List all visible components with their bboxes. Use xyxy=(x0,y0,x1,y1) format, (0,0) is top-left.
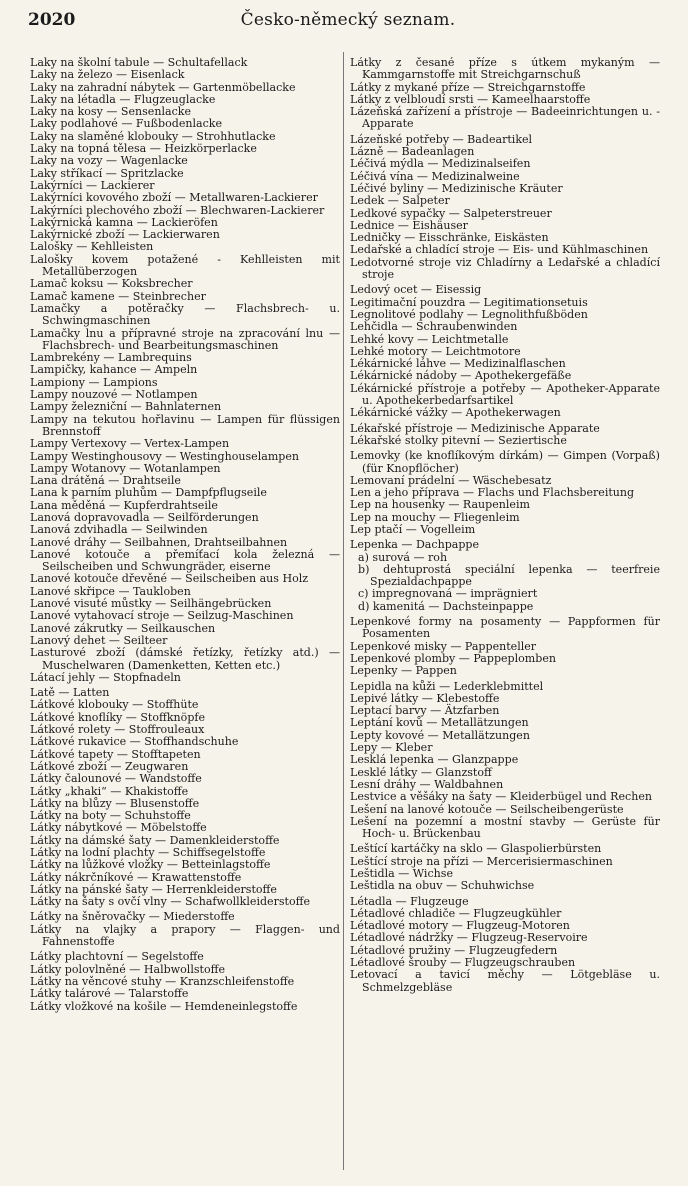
entry: Lanové skřipce — Taukloben xyxy=(30,584,191,598)
entry: Lanová dopravovadla — Seilförderungen xyxy=(30,510,259,524)
entry: Lestvice a věšáky na šaty — Kleiderbügel und Rechen xyxy=(350,790,652,804)
column-divider xyxy=(343,52,344,1170)
entry: Ledotvorné stroje viz Chladírny a Ledařské a chladící stroje xyxy=(350,255,660,282)
entry: Lešení na lanové kotouče — Seilscheibengerüste xyxy=(350,802,624,816)
entry: Látky na pánské šaty — Herrenkleiderstoffe xyxy=(30,882,277,896)
entry: Ledařské a chladící stroje — Eis- und Kühlmaschinen xyxy=(350,243,649,257)
entry: Lakýrníci — Lackierer xyxy=(30,178,155,192)
entry: Lázeňská zařízení a přístroje — Badeeinrichtungen u. -Apparate xyxy=(350,105,660,131)
entry: Lemovaní prádelní — Wäschebesatz xyxy=(350,473,552,487)
entry: Lešení na pozemní a mostní stavby — Gerüste für Hoch- u. Brückenbau xyxy=(350,814,660,841)
page-title: Česko-německý seznam. xyxy=(240,10,456,30)
entry: Leštící kartáčky na sklo — Glaspolierbürsten xyxy=(350,842,602,856)
entry: Lanové zákrutky — Seilkauschen xyxy=(30,621,216,635)
entry: Látkové zboží — Zeugwaren xyxy=(30,759,189,773)
entry: Lehčidla — Schraubenwinden xyxy=(350,320,518,334)
entry: Lanové visuté můstky — Seilhängebrücken xyxy=(30,597,272,611)
entry: Lanový dehet — Seilteer xyxy=(30,633,168,647)
entry: Laky na slaměné klobouky — Strohhutlacke xyxy=(30,129,276,143)
entry: Látkové knoflíky — Stoffknöpfe xyxy=(30,710,206,724)
entry: Lékárnické nádoby — Apothekergefäße xyxy=(350,369,572,383)
entry: Leptání kovů — Metallätzungen xyxy=(350,716,529,730)
entry: Lampy železniční — Bahnlaternen xyxy=(30,400,222,414)
entry: Lanové kotouče a přemíťací kola železná — Seilscheiben und Schwungräder, eiserne xyxy=(30,547,340,574)
entry: Létadlové šrouby — Flugzeugschrauben xyxy=(350,956,576,970)
entry: Lemovky (ke knoflíkovým dírkám) — Gimpen (Vorpaß) (für Knopflöcher) xyxy=(350,449,660,475)
entry: Lamačky a potěračky — Flachsbrech- u. Schwingmaschinen xyxy=(30,301,340,328)
entry: Látky z velbloudí srsti — Kameelhaarstoffe xyxy=(350,92,591,106)
entry: Lékárnické láhve — Medizinalflaschen xyxy=(350,357,566,371)
entry: Lékárnické vážky — Apothekerwagen xyxy=(350,406,561,420)
entry: Lep ptačí — Vogelleim xyxy=(350,522,476,536)
entry: Lehké motory — Leichtmotore xyxy=(350,344,521,358)
entry: Lékařské přístroje — Medizinische Apparate xyxy=(350,421,600,435)
entry: Lalošky kovem potažené - Kehlleisten mit Metallüberzogen xyxy=(30,252,340,279)
entry: Lambrekény — Lambrequins xyxy=(30,351,192,365)
entry: Legnolitové podlahy — Legnolithfußböden xyxy=(350,307,588,321)
entry: Len a jeho příprava — Flachs und Flachsbereitung xyxy=(350,486,635,500)
entry: Ledek — Salpeter xyxy=(350,194,450,208)
entry: Ledkové sypačky — Salpeterstreuer xyxy=(350,206,552,220)
page-number: 2020 xyxy=(28,10,76,30)
entry: Látky vložkové na košile — Hemdeneinlegstoffe xyxy=(30,999,298,1013)
entry: Látky na věncové stuhy — Kranzschleifenstoffe xyxy=(30,974,295,988)
entry: Látací jehly — Stopfnadeln xyxy=(30,670,181,684)
entry: Létadla — Flugzeuge xyxy=(350,894,469,908)
entry: Léčivé byliny — Medizinische Kräuter xyxy=(350,181,563,195)
entry: Látky z česané příze s útkem mykaným — Kammgarnstoffe mit Streichgarnschuß xyxy=(350,57,660,82)
entry: Lepenky — Pappen xyxy=(350,664,457,678)
entry: Laky na kosy — Sensenlacke xyxy=(30,105,191,119)
entry: Látkové klobouky — Stoffhüte xyxy=(30,698,199,712)
entry: Létadlové chladiče — Flugzeugkühler xyxy=(350,906,562,920)
entry: Lepenka — Dachpappe xyxy=(350,538,480,552)
entry: Látky na dámské šaty — Damenkleiderstoffe xyxy=(30,833,280,847)
entry: Lampy Wotanovy — Wotanlampen xyxy=(30,461,221,475)
entry: Látky na šaty s ovčí vlny — Schafwollkleiderstoffe xyxy=(30,895,311,909)
entry-sub: c) impregnovaná — imprägniert xyxy=(358,587,538,601)
entry: Lep na mouchy — Fliegenleim xyxy=(350,510,520,524)
entry: Látky „khaki“ — Khakistoffe xyxy=(30,784,189,798)
entry: Laky na létadla — Flugzeuglacke xyxy=(30,92,216,106)
entry: Lékárnické přístroje a potřeby — Apotheker-Apparate u. Apothekerbedarfsartikel xyxy=(350,381,660,408)
entry: Lesní dráhy — Waldbahnen xyxy=(350,777,504,791)
entry: Lamač koksu — Koksbrecher xyxy=(30,277,193,291)
entry: Létadlové motory — Flugzeug-Motoren xyxy=(350,919,570,933)
entry: Laky na zahradní nábytek — Gartenmöbellacke xyxy=(30,80,296,94)
entry-sub: a) surová — roh xyxy=(358,550,448,564)
entry: Látky talárové — Talarstoffe xyxy=(30,987,189,1001)
entry: Leptací barvy — Ätzfarben xyxy=(350,704,500,718)
entry: Lamač kamene — Steinbrecher xyxy=(30,289,206,303)
entry: Látky čalounové — Wandstoffe xyxy=(30,772,202,786)
entry: Lepenkové formy na posamenty — Pappformen für Posamenten xyxy=(350,615,660,641)
entry: Látky plachtovní — Segelstoffe xyxy=(30,950,204,964)
entry: Látky na šněrovačky — Miederstoffe xyxy=(30,910,235,924)
entry: Lepty kovové — Metallätzungen xyxy=(350,728,530,742)
entry: Lana k parním pluhům — Dampfpflugseile xyxy=(30,486,267,500)
entry: Létadlové pružiny — Flugzeugfedern xyxy=(350,943,558,957)
entry: Lehké kovy — Leichtmetalle xyxy=(350,332,509,346)
entry: Letovací a tavicí měchy — Lötgebläse u. Schmelzgebläse xyxy=(350,968,660,994)
entry: Lanové vytahovací stroje — Seilzug-Maschinen xyxy=(30,609,294,623)
entry: Lep na housenky — Raupenleim xyxy=(350,498,530,512)
entry: Lékařské stolky pitevní — Seziertische xyxy=(350,433,567,447)
entry: Lanová zdvihadla — Seilwinden xyxy=(30,523,208,537)
entry: Laky stříkací — Spritzlacke xyxy=(30,166,184,180)
entry: Leštidla — Wichse xyxy=(350,867,453,880)
entry: Látkové tapety — Stofftapeten xyxy=(30,747,201,761)
entry: Lana měděná — Kupferdrahtseile xyxy=(30,498,218,512)
entry: Lakýrníci plechového zboží — Blechwaren-Lackierer xyxy=(30,203,325,217)
entry: Léčivá mýdla — Medizinalseifen xyxy=(350,157,531,171)
entry: Laky na železo — Eisenlack xyxy=(30,68,185,82)
entry: Lamačky lnu a přípravné stroje na zpracování lnu — Flachsbrech- und Bearbeitungsmaschinen xyxy=(30,326,340,352)
entry: Lázeňské potřeby — Badeartikel xyxy=(350,132,533,146)
entry: Laky na topná tělesa — Heizkörperlacke xyxy=(30,142,257,156)
entry: Lana drátěná — Drahtseile xyxy=(30,474,181,488)
entry: Lakýrnická kamna — Lackieröfen xyxy=(30,215,218,229)
entry: Látkové rukavice — Stoffhandschuhe xyxy=(30,735,239,749)
left-column xyxy=(30,57,340,1177)
entry: Látky nákrčníkové — Krawattenstoffe xyxy=(30,870,242,884)
entry: Lepenkové plomby — Pappeplomben xyxy=(350,651,557,665)
entry-sub: b) dehtuprostá speciální lepenka — teerfreie Spezialdachpappe xyxy=(358,562,660,589)
entry: Látky na boty — Schuhstoffe xyxy=(30,809,191,823)
page-header xyxy=(28,10,668,36)
entry: Laky podlahové — Fußbodenlacke xyxy=(30,117,223,131)
right-column xyxy=(350,57,660,1177)
entry: Lampy nouzové — Notlampen xyxy=(30,388,198,402)
entry: Lesklá lepenka — Glanzpappe xyxy=(350,753,519,767)
entry: Látky nábytkové — Möbelstoffe xyxy=(30,821,207,835)
entry: Látky na lodní plachty — Schiffsegelstoffe xyxy=(30,846,266,859)
entry: Látky na vlajky a prapory — Flaggen- und Fahnenstoffe xyxy=(30,922,340,949)
entry: Ledový ocet — Eisessig xyxy=(350,283,482,297)
entry: Lepy — Kleber xyxy=(350,741,433,755)
entry: Lampiony — Lampions xyxy=(30,375,158,389)
entry: Ledničky — Eisschränke, Eiskästen xyxy=(350,231,549,245)
entry: Lakýrnické zboží — Lackierwaren xyxy=(30,228,220,242)
entry: Lampy Westinghousovy — Westinghouselampen xyxy=(30,449,300,463)
entry: Leštící stroje na přízi — Mercerisiermaschinen xyxy=(350,854,613,868)
entry: Lalošky — Kehlleisten xyxy=(30,240,154,254)
entry: Leštidla na obuv — Schuhwichse xyxy=(350,879,535,893)
entry: Léčivá vína — Medizinalweine xyxy=(350,169,520,183)
entry: Látky z mykané příze — Streichgarnstoffe xyxy=(350,80,586,94)
entry: Lepidla na kůži — Lederklebmittel xyxy=(350,679,544,693)
entry: Létadlové nádržky — Flugzeug-Reservoire xyxy=(350,931,588,945)
entry: Látky polovlněné — Halbwollstoffe xyxy=(30,962,226,976)
entry: Legitimační pouzdra — Legitimationsetuis xyxy=(350,295,588,309)
entry: Laky na vozy — Wagenlacke xyxy=(30,154,188,168)
entry: Lampičky, kahance — Ampeln xyxy=(30,363,198,377)
entry: Lakýrníci kovového zboží — Metallwaren-Lackierer xyxy=(30,191,318,205)
entry: Látky na lůžkové vložky — Betteinlagstoffe xyxy=(30,858,271,872)
entry: Lasturové zboží (dámské řetízky, řetízky atd.) — Muschelwaren (Damenketten, Ketten etc.) xyxy=(30,646,340,672)
entry: Lázně — Badeanlagen xyxy=(350,145,475,159)
entry: Lepenkové misky — Pappenteller xyxy=(350,639,537,653)
entry: Lampy na tekutou hořlavinu — Lampen für flüssigen Brennstoff xyxy=(30,412,340,438)
entry: Látky na blůzy — Blusenstoffe xyxy=(30,796,200,810)
entry-sub: d) kamenitá — Dachsteinpappe xyxy=(358,599,534,613)
entry: Latě — Latten xyxy=(30,686,110,700)
entry: Látkové rolety — Stoffrouleaux xyxy=(30,723,205,737)
entry: Lepivé látky — Klebestoffe xyxy=(350,691,500,705)
entry: Lanové kotouče dřevěné — Seilscheiben aus Holz xyxy=(30,572,309,586)
entry: Laky na školní tabule — Schultafellack xyxy=(30,57,248,69)
entry: Lampy Vertexovy — Vertex-Lampen xyxy=(30,437,230,451)
entry: Lanové dráhy — Seilbahnen, Drahtseilbahnen xyxy=(30,535,288,549)
entry: Lesklé látky — Glanzstoff xyxy=(350,765,492,779)
entry: Lednice — Eishäuser xyxy=(350,218,468,232)
